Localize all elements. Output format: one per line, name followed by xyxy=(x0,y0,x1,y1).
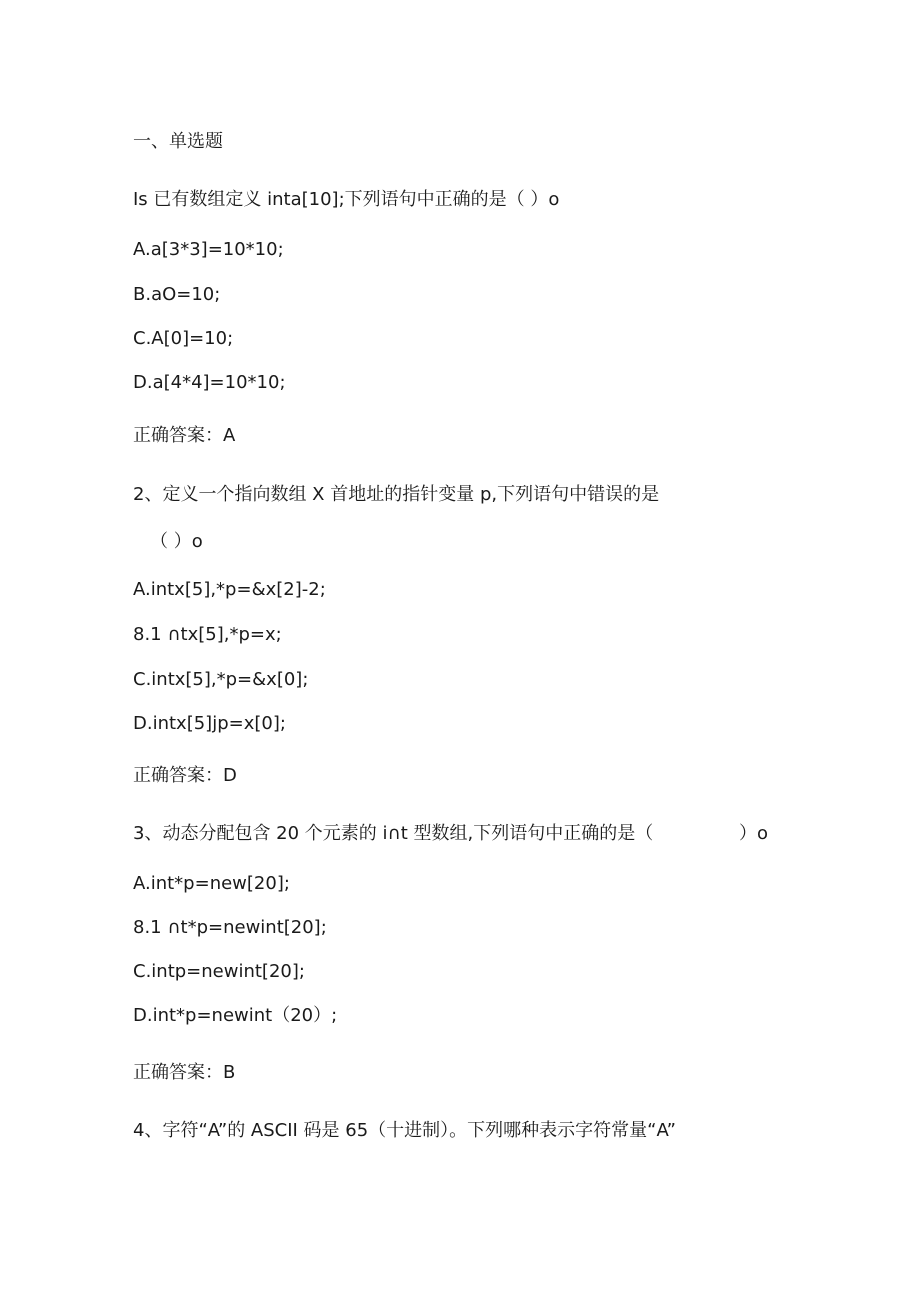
question-3-option-b: 8.1 ∩t*p=newint[20]; xyxy=(133,917,327,938)
question-2-stem: 2、定义一个指向数组 X 首地址的指针变量 p,下列语句中错误的是 xyxy=(133,484,660,505)
question-1-answer: 正确答案：A xyxy=(133,425,236,446)
question-2-option-d: D.intx[5]jp=x[0]; xyxy=(133,713,286,734)
question-4-stem: 4、字符“A”的 ASCII 码是 65（十进制）。下列哪种表示字符常量“A” xyxy=(133,1120,676,1141)
question-2-option-a: A.intx[5],*p=&x[2]-2; xyxy=(133,579,326,600)
question-3-stem: 3、动态分配包含 20 个元素的 i∩t 型数组,下列语句中正确的是（ ）o xyxy=(133,823,769,844)
question-3-option-a: A.int*p=new[20]; xyxy=(133,873,290,894)
question-2-answer: 正确答案：D xyxy=(133,765,237,786)
question-1-stem: Is 已有数组定义 inta[10];下列语句中正确的是（ ）o xyxy=(133,189,560,210)
question-2-option-c: C.intx[5],*p=&x[0]; xyxy=(133,669,309,690)
question-1-option-c: C.A[0]=10; xyxy=(133,328,234,349)
question-3-option-d: D.int*p=newint（20）; xyxy=(133,1005,338,1026)
question-3-option-c: C.intp=newint[20]; xyxy=(133,961,305,982)
question-2-option-b: 8.1 ∩tx[5],*p=x; xyxy=(133,624,282,645)
question-1-option-b: B.aO=10; xyxy=(133,284,221,305)
question-1-option-d: D.a[4*4]=10*10; xyxy=(133,372,286,393)
question-2-stem-continuation: （ ）o xyxy=(150,531,203,552)
question-1-option-a: A.a[3*3]=10*10; xyxy=(133,239,284,260)
section-title: 一、单选题 xyxy=(133,131,223,152)
question-3-answer: 正确答案：B xyxy=(133,1062,236,1083)
